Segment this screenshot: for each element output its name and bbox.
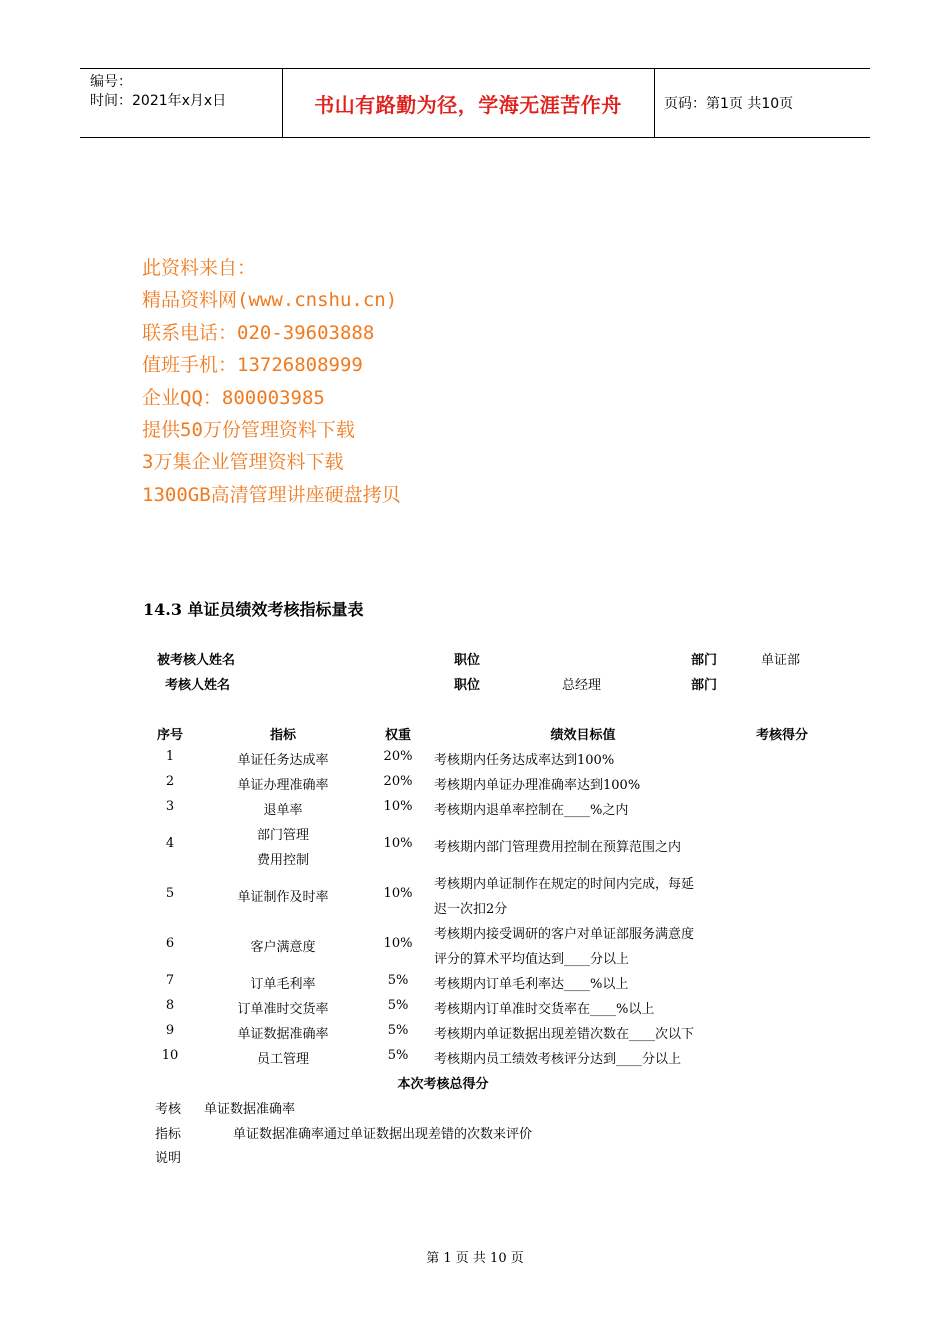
explain-label: 指标	[155, 1127, 182, 1142]
col-header-no: 序号	[156, 728, 183, 743]
table-row-weight: 20%	[383, 749, 413, 764]
total-score-label: 本次考核总得分	[397, 1077, 489, 1092]
section-title: 14.3 单证员绩效考核指标量表	[143, 600, 364, 619]
table-row-target: 考核期内单证数据出现差错次数在____次以下	[434, 1027, 695, 1042]
table-row-weight: 10%	[383, 936, 413, 951]
table-row-no: 8	[165, 998, 175, 1013]
table-row-target: 考核期内任务达成率达到100%	[434, 753, 615, 768]
info-line: 3万集企业管理资料下载	[142, 451, 344, 474]
table-row-weight: 5%	[387, 973, 409, 988]
table-row-target: 考核期内部门管理费用控制在预算范围之内	[434, 840, 682, 855]
page-header	[80, 68, 870, 138]
header-page-info: 页码：第1页 共10页	[664, 96, 794, 112]
table-row-weight: 20%	[383, 774, 413, 789]
table-row-no: 7	[165, 973, 175, 988]
header-divider	[654, 69, 655, 137]
table-row-target: 迟一次扣2分	[434, 902, 508, 917]
table-row-indicator: 客户满意度	[250, 940, 316, 955]
header-time: 时间：2021年x月x日	[90, 93, 227, 109]
info-line: 联系电话：020-39603888	[142, 321, 375, 344]
assessor-position-value: 总经理	[562, 678, 602, 693]
table-row-no: 3	[165, 799, 175, 814]
col-header-weight: 权重	[384, 728, 411, 743]
info-line: 1300GB高清管理讲座硬盘拷贝	[142, 483, 401, 506]
col-header-target: 绩效目标值	[550, 728, 616, 743]
info-line: 企业QQ：800003985	[142, 386, 325, 409]
col-header-score: 考核得分	[755, 728, 808, 743]
table-row-weight: 5%	[387, 1023, 409, 1038]
table-row-no: 2	[165, 774, 175, 789]
page-footer: 第 1 页 共 10 页	[426, 1251, 524, 1266]
table-row-no: 9	[165, 1023, 175, 1038]
header-number: 编号：	[90, 74, 132, 90]
source-info-block	[142, 252, 401, 511]
assessor-label: 考核人姓名	[165, 678, 231, 693]
assessee-dept-value: 单证部	[761, 653, 801, 668]
header-motto: 书山有路勤为径，学海无涯苦作舟	[314, 92, 622, 117]
table-row-no: 1	[165, 749, 175, 764]
table-row-weight: 10%	[383, 836, 413, 851]
table-row-indicator: 订单准时交货率	[237, 1002, 329, 1017]
dept-label: 部门	[691, 653, 718, 668]
table-row-indicator: 费用控制	[256, 853, 309, 868]
table-row-target: 考核期内员工绩效考核评分达到____分以上	[434, 1052, 682, 1067]
table-row-weight: 5%	[387, 1048, 409, 1063]
table-row-target: 考核期内单证办理准确率达到100%	[434, 778, 641, 793]
info-line: 此资料来自：	[142, 257, 257, 279]
table-row-no: 6	[165, 936, 175, 951]
explain-indicator-name: 单证数据准确率	[204, 1102, 296, 1117]
table-row-target: 评分的算术平均值达到____分以上	[434, 952, 630, 967]
table-row-indicator: 单证任务达成率	[237, 753, 329, 768]
table-row-indicator: 单证数据准确率	[237, 1027, 329, 1042]
table-row-indicator: 员工管理	[256, 1052, 309, 1067]
table-row-indicator: 单证制作及时率	[237, 890, 329, 905]
table-row-target: 考核期内订单毛利率达____%以上	[434, 977, 629, 992]
table-row-indicator: 退单率	[263, 803, 303, 818]
table-row-no: 4	[165, 836, 175, 851]
table-row-target: 考核期内接受调研的客户对单证部服务满意度	[434, 927, 695, 942]
assessee-label: 被考核人姓名	[157, 653, 236, 668]
table-row-no: 5	[165, 886, 175, 901]
table-row-weight: 10%	[383, 886, 413, 901]
table-row-weight: 5%	[387, 998, 409, 1013]
dept-label: 部门	[691, 678, 718, 693]
position-label: 职位	[454, 653, 481, 668]
col-header-indicator: 指标	[269, 728, 296, 743]
table-row-no: 10	[161, 1048, 179, 1063]
table-row-target: 考核期内单证制作在规定的时间内完成，每延	[434, 877, 695, 892]
info-line: 提供50万份管理资料下载	[142, 419, 355, 442]
table-row-target: 考核期内退单率控制在____%之内	[434, 803, 629, 818]
table-row-target: 考核期内订单准时交货率在____%以上	[434, 1002, 655, 1017]
table-row-weight: 10%	[383, 799, 413, 814]
info-line: 精品资料网(www.cnshu.cn)	[142, 289, 398, 312]
position-label: 职位	[454, 678, 481, 693]
table-row-indicator: 单证办理准确率	[237, 778, 329, 793]
explain-label: 考核	[155, 1102, 182, 1117]
header-meta	[90, 73, 226, 111]
explain-text: 单证数据准确率通过单证数据出现差错的次数来评价	[233, 1127, 533, 1142]
table-row-indicator: 订单毛利率	[250, 977, 316, 992]
explain-label: 说明	[155, 1151, 182, 1166]
info-line: 值班手机：13726808999	[142, 354, 363, 377]
table-row-indicator: 部门管理	[256, 828, 309, 843]
